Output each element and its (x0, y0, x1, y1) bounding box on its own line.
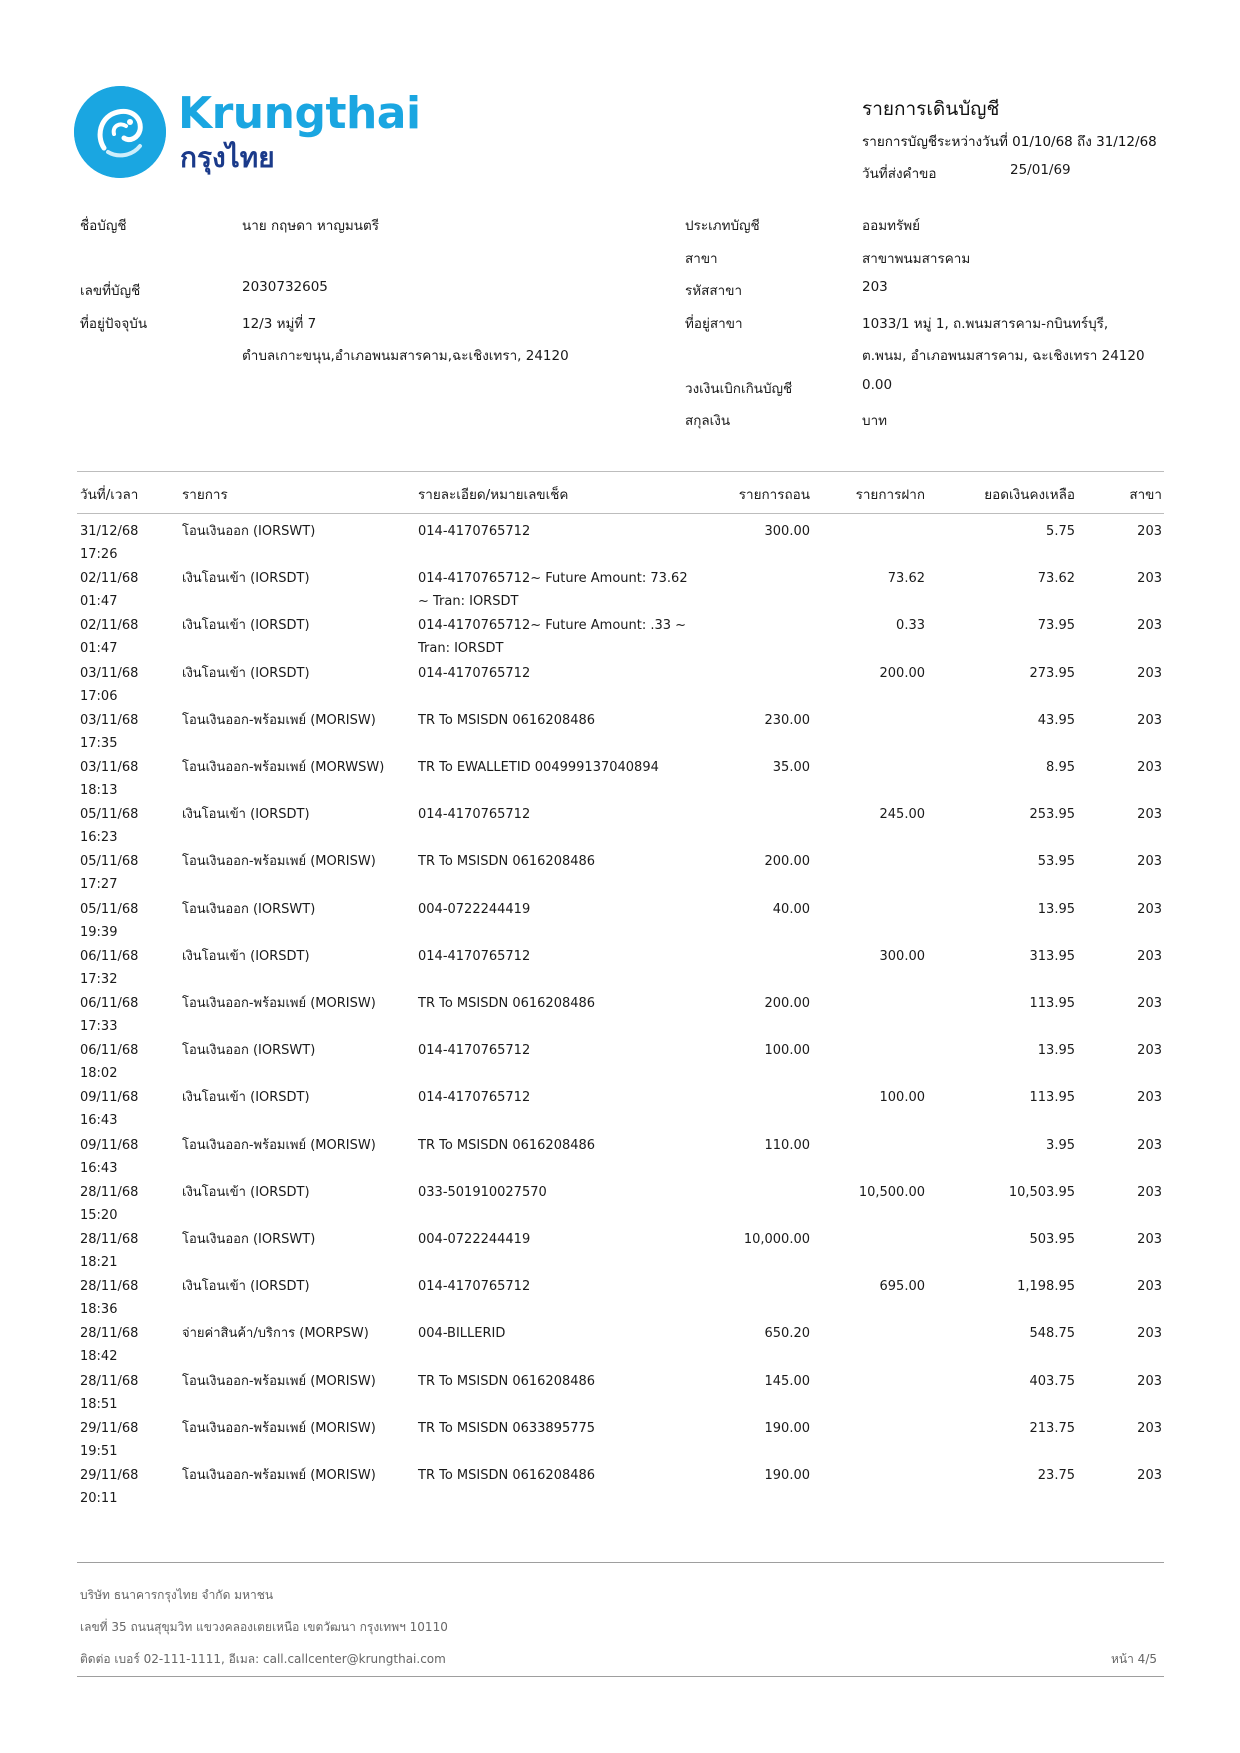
row-time: 16:23 (80, 830, 118, 846)
row-detail: 014-4170765712 (418, 1279, 531, 1295)
garuda-emblem-icon (74, 86, 166, 178)
row-balance: 3.95 (1046, 1137, 1075, 1153)
col-header-branch: สาขา (1129, 487, 1162, 503)
row-deposit: 10,500.00 (858, 1184, 925, 1200)
row-withdraw: 300.00 (764, 524, 810, 539)
row-withdraw: 190.00 (764, 1468, 810, 1483)
col-header-item: รายการ (182, 487, 228, 503)
row-withdraw: 40.00 (772, 901, 810, 917)
table-row (0, 898, 1240, 945)
row-withdraw: 200.00 (764, 854, 810, 870)
row-time: 17:35 (80, 735, 118, 751)
row-deposit: 200.00 (879, 665, 925, 681)
col-header-balance: ยอดเงินคงเหลือ (984, 487, 1075, 503)
row-item: โอนเงินออก (IORSWT) (182, 901, 316, 917)
footer-top-divider (77, 1562, 1164, 1563)
row-balance: 403.75 (1029, 1373, 1075, 1389)
request-date-value: 25/01/69 (1010, 162, 1071, 178)
row-branch: 203 (1137, 1184, 1162, 1200)
row-withdraw: 110.00 (764, 1137, 810, 1153)
row-time: 19:51 (80, 1443, 118, 1459)
table-row (0, 1134, 1240, 1181)
row-deposit: 100.00 (879, 1090, 925, 1106)
branch-address-line1: 1033/1 หมู่ 1, ถ.พนมสารคาม-กบินทร์บุรี, (862, 316, 1109, 332)
table-header-divider (77, 513, 1164, 514)
row-item: โอนเงินออก-พร้อมเพย์ (MORISW) (182, 1373, 376, 1389)
row-date: 28/11/68 (80, 1373, 139, 1389)
row-time: 18:13 (80, 783, 118, 798)
col-header-deposit: รายการฝาก (855, 487, 925, 503)
row-item: โอนเงินออก-พร้อมเพย์ (MORISW) (182, 1420, 376, 1436)
account-name-value: นาย กฤษดา หาญมนตรี (242, 218, 380, 234)
row-detail-cont: ~ Tran: IORSDT (418, 594, 519, 610)
row-time: 18:36 (80, 1302, 118, 1318)
row-branch: 203 (1137, 1090, 1162, 1106)
row-time: 01:47 (80, 594, 118, 610)
branch-code-label: รหัสสาขา (685, 283, 743, 299)
row-withdraw: 145.00 (764, 1373, 810, 1389)
row-branch: 203 (1137, 1468, 1162, 1483)
account-type-value: ออมทรัพย์ (862, 218, 921, 234)
row-time: 17:26 (80, 547, 118, 562)
table-row (0, 1228, 1240, 1275)
row-time: 17:33 (80, 1019, 118, 1034)
row-balance: 113.95 (1029, 1090, 1075, 1106)
row-balance: 10,503.95 (1008, 1184, 1075, 1200)
row-item: โอนเงินออก (IORSWT) (182, 1232, 316, 1247)
row-detail: 033-501910027570 (418, 1184, 547, 1200)
row-balance: 548.75 (1029, 1326, 1075, 1342)
table-row (0, 1181, 1240, 1228)
row-branch: 203 (1137, 1232, 1162, 1247)
branch-value: สาขาพนมสารคาม (862, 251, 971, 267)
row-item: เงินโอนเข้า (IORSDT) (182, 948, 310, 964)
row-detail: TR To MSISDN 0616208486 (418, 1137, 596, 1153)
row-detail: 004-0722244419 (418, 1232, 531, 1247)
brand-name-en: Krungthai (178, 88, 421, 139)
statement-range: รายการบัญชีระหว่างวันที่ 01/10/68 ถึง 31/12/68 (862, 134, 1157, 150)
row-detail: TR To EWALLETID 004999137040894 (418, 760, 659, 775)
row-detail: 004-0722244419 (418, 901, 531, 917)
branch-label: สาขา (685, 251, 718, 267)
table-row (0, 1370, 1240, 1417)
row-item: โอนเงินออก-พร้อมเพย์ (MORISW) (182, 1468, 376, 1483)
row-item: โอนเงินออก (IORSWT) (182, 1043, 316, 1059)
row-detail: 014-4170765712 (418, 1090, 531, 1106)
row-detail: TR To MSISDN 0633895775 (418, 1420, 596, 1436)
row-time: 18:42 (80, 1349, 118, 1365)
row-balance: 313.95 (1029, 948, 1075, 964)
row-time: 20:11 (80, 1491, 118, 1506)
row-time: 16:43 (80, 1113, 118, 1129)
table-row (0, 614, 1240, 661)
table-row (0, 1417, 1240, 1464)
row-item: โอนเงินออก-พร้อมเพย์ (MORISW) (182, 854, 376, 870)
table-row (0, 520, 1240, 567)
branch-address-line2: ต.พนม, อำเภอพนมสารคาม, ฉะเชิงเทรา 24120 (862, 348, 1145, 364)
row-date: 31/12/68 (80, 524, 139, 539)
row-date: 28/11/68 (80, 1232, 139, 1247)
row-item: เงินโอนเข้า (IORSDT) (182, 618, 310, 634)
row-time: 18:21 (80, 1255, 118, 1270)
row-time: 18:02 (80, 1066, 118, 1082)
row-branch: 203 (1137, 1137, 1162, 1153)
row-item: เงินโอนเข้า (IORSDT) (182, 1184, 310, 1200)
row-item: โอนเงินออก-พร้อมเพย์ (MORISW) (182, 712, 376, 728)
row-branch: 203 (1137, 948, 1162, 964)
row-withdraw: 200.00 (764, 996, 810, 1011)
row-time: 16:43 (80, 1160, 118, 1176)
footer-company: บริษัท ธนาคารกรุงไทย จำกัด มหาชน (80, 1588, 274, 1602)
row-withdraw: 190.00 (764, 1420, 810, 1436)
row-balance: 273.95 (1029, 665, 1075, 681)
row-balance: 213.75 (1029, 1420, 1075, 1436)
row-withdraw: 230.00 (764, 712, 810, 728)
brand-name-th: กรุงไทย (180, 141, 275, 174)
row-branch: 203 (1137, 571, 1162, 587)
table-row (0, 567, 1240, 614)
row-item: เงินโอนเข้า (IORSDT) (182, 571, 310, 587)
table-row (0, 1086, 1240, 1133)
row-branch: 203 (1137, 760, 1162, 775)
row-detail: 014-4170765712~ Future Amount: .33 ~ (418, 618, 687, 634)
row-item: โอนเงินออก-พร้อมเพย์ (MORISW) (182, 1137, 376, 1153)
row-time: 19:39 (80, 924, 118, 940)
row-detail: 014-4170765712 (418, 524, 531, 539)
col-header-detail: รายละเอียด/หมายเลขเช็ค (418, 487, 569, 503)
row-date: 05/11/68 (80, 854, 139, 870)
footer-contact: ติดต่อ เบอร์ 02-111-1111, อีเมล: call.callcenter@krungthai.com (80, 1652, 446, 1666)
row-date: 06/11/68 (80, 948, 139, 964)
address-label: ที่อยู่ปัจจุบัน (80, 316, 148, 332)
row-date: 06/11/68 (80, 1043, 139, 1059)
account-number-value: 2030732605 (242, 279, 328, 295)
row-deposit: 695.00 (879, 1279, 925, 1295)
statement-title: รายการเดินบัญชี (862, 98, 1000, 120)
row-date: 02/11/68 (80, 618, 139, 634)
table-row (0, 945, 1240, 992)
page-number: หน้า 4/5 (1111, 1652, 1157, 1666)
row-item: เงินโอนเข้า (IORSDT) (182, 807, 310, 823)
row-date: 09/11/68 (80, 1090, 139, 1106)
row-balance: 23.75 (1037, 1468, 1075, 1483)
row-branch: 203 (1137, 1043, 1162, 1059)
account-number-label: เลขที่บัญชี (80, 283, 141, 299)
row-detail: TR To MSISDN 0616208486 (418, 1373, 596, 1389)
table-row (0, 1275, 1240, 1322)
currency-value: บาท (862, 413, 888, 429)
table-top-divider (77, 471, 1164, 472)
address-line1: 12/3 หมู่ที่ 7 (242, 316, 317, 332)
row-time: 17:32 (80, 971, 118, 987)
row-branch: 203 (1137, 618, 1162, 634)
row-balance: 13.95 (1037, 901, 1075, 917)
row-branch: 203 (1137, 854, 1162, 870)
row-detail: 014-4170765712~ Future Amount: 73.62 (418, 571, 688, 587)
row-balance: 253.95 (1029, 807, 1075, 823)
row-time: 17:06 (80, 688, 118, 704)
row-balance: 73.62 (1037, 571, 1075, 587)
row-date: 05/11/68 (80, 901, 139, 917)
row-date: 28/11/68 (80, 1279, 139, 1295)
row-branch: 203 (1137, 665, 1162, 681)
footer-address: เลขที่ 35 ถนนสุขุมวิท แขวงคลองเตยเหนือ เขตวัฒนา กรุงเทพฯ 10110 (80, 1620, 448, 1634)
table-row (0, 709, 1240, 756)
row-branch: 203 (1137, 524, 1162, 539)
row-branch: 203 (1137, 1373, 1162, 1389)
row-detail: 014-4170765712 (418, 948, 531, 964)
row-item: จ่ายค่าสินค้า/บริการ (MORPSW) (182, 1326, 369, 1342)
row-time: 17:27 (80, 877, 118, 893)
row-withdraw: 10,000.00 (743, 1232, 810, 1247)
row-detail: TR To MSISDN 0616208486 (418, 996, 596, 1011)
table-row (0, 992, 1240, 1039)
row-balance: 5.75 (1046, 524, 1075, 539)
row-detail: 004-BILLERID (418, 1326, 506, 1342)
row-item: โอนเงินออก-พร้อมเพย์ (MORWSW) (182, 760, 385, 775)
table-row (0, 662, 1240, 709)
row-branch: 203 (1137, 996, 1162, 1011)
request-date-label: วันที่ส่งคำขอ (862, 166, 937, 182)
row-withdraw: 100.00 (764, 1043, 810, 1059)
row-branch: 203 (1137, 807, 1162, 823)
row-date: 06/11/68 (80, 996, 139, 1011)
row-item: เงินโอนเข้า (IORSDT) (182, 1090, 310, 1106)
row-date: 03/11/68 (80, 712, 139, 728)
row-date: 03/11/68 (80, 665, 139, 681)
table-row (0, 850, 1240, 897)
row-date: 09/11/68 (80, 1137, 139, 1153)
row-detail: TR To MSISDN 0616208486 (418, 854, 596, 870)
row-withdraw: 35.00 (772, 760, 810, 775)
row-date: 28/11/68 (80, 1326, 139, 1342)
table-row (0, 756, 1240, 803)
krungthai-logo (74, 86, 421, 182)
row-detail: 014-4170765712 (418, 807, 531, 823)
row-date: 29/11/68 (80, 1420, 139, 1436)
account-type-label: ประเภทบัญชี (685, 218, 760, 234)
row-branch: 203 (1137, 712, 1162, 728)
row-balance: 43.95 (1037, 712, 1075, 728)
row-branch: 203 (1137, 1420, 1162, 1436)
row-branch: 203 (1137, 901, 1162, 917)
branch-code-value: 203 (862, 279, 888, 295)
row-date: 03/11/68 (80, 760, 139, 775)
row-item: โอนเงินออก-พร้อมเพย์ (MORISW) (182, 996, 376, 1011)
row-deposit: 300.00 (879, 948, 925, 964)
row-branch: 203 (1137, 1326, 1162, 1342)
row-balance: 8.95 (1046, 760, 1075, 775)
row-balance: 113.95 (1029, 996, 1075, 1011)
row-withdraw: 650.20 (764, 1326, 810, 1342)
row-balance: 13.95 (1037, 1043, 1075, 1059)
row-balance: 73.95 (1037, 618, 1075, 634)
branch-address-label: ที่อยู่สาขา (685, 316, 743, 332)
row-item: เงินโอนเข้า (IORSDT) (182, 1279, 310, 1295)
overdraft-value: 0.00 (862, 377, 893, 393)
row-date: 29/11/68 (80, 1468, 139, 1483)
table-row (0, 1322, 1240, 1369)
table-row (0, 1039, 1240, 1086)
footer-bottom-divider (77, 1676, 1164, 1677)
row-detail: TR To MSISDN 0616208486 (418, 1468, 596, 1483)
row-detail: 014-4170765712 (418, 665, 531, 681)
row-deposit: 245.00 (879, 807, 925, 823)
row-deposit: 73.62 (887, 571, 925, 587)
table-row (0, 803, 1240, 850)
row-balance: 503.95 (1029, 1232, 1075, 1247)
row-detail: 014-4170765712 (418, 1043, 531, 1059)
row-time: 15:20 (80, 1207, 118, 1223)
row-date: 02/11/68 (80, 571, 139, 587)
table-row (0, 1464, 1240, 1511)
row-time: 18:51 (80, 1396, 118, 1412)
row-detail-cont: Tran: IORSDT (418, 641, 504, 657)
row-date: 28/11/68 (80, 1184, 139, 1200)
row-date: 05/11/68 (80, 807, 139, 823)
row-detail: TR To MSISDN 0616208486 (418, 712, 596, 728)
row-balance: 1,198.95 (1017, 1279, 1075, 1295)
row-balance: 53.95 (1037, 854, 1075, 870)
row-time: 01:47 (80, 641, 118, 657)
overdraft-label: วงเงินเบิกเกินบัญชี (685, 381, 793, 397)
account-name-label: ชื่อบัญชี (80, 218, 127, 234)
col-header-withdraw: รายการถอน (738, 487, 810, 503)
row-deposit: 0.33 (896, 618, 925, 634)
row-branch: 203 (1137, 1279, 1162, 1295)
currency-label: สกุลเงิน (685, 413, 731, 429)
row-item: เงินโอนเข้า (IORSDT) (182, 665, 310, 681)
col-header-datetime: วันที่/เวลา (80, 487, 139, 503)
row-item: โอนเงินออก (IORSWT) (182, 524, 316, 539)
address-line2: ตำบลเกาะขนุน,อำเภอพนมสารคาม,ฉะเชิงเทรา, 24120 (242, 348, 569, 364)
